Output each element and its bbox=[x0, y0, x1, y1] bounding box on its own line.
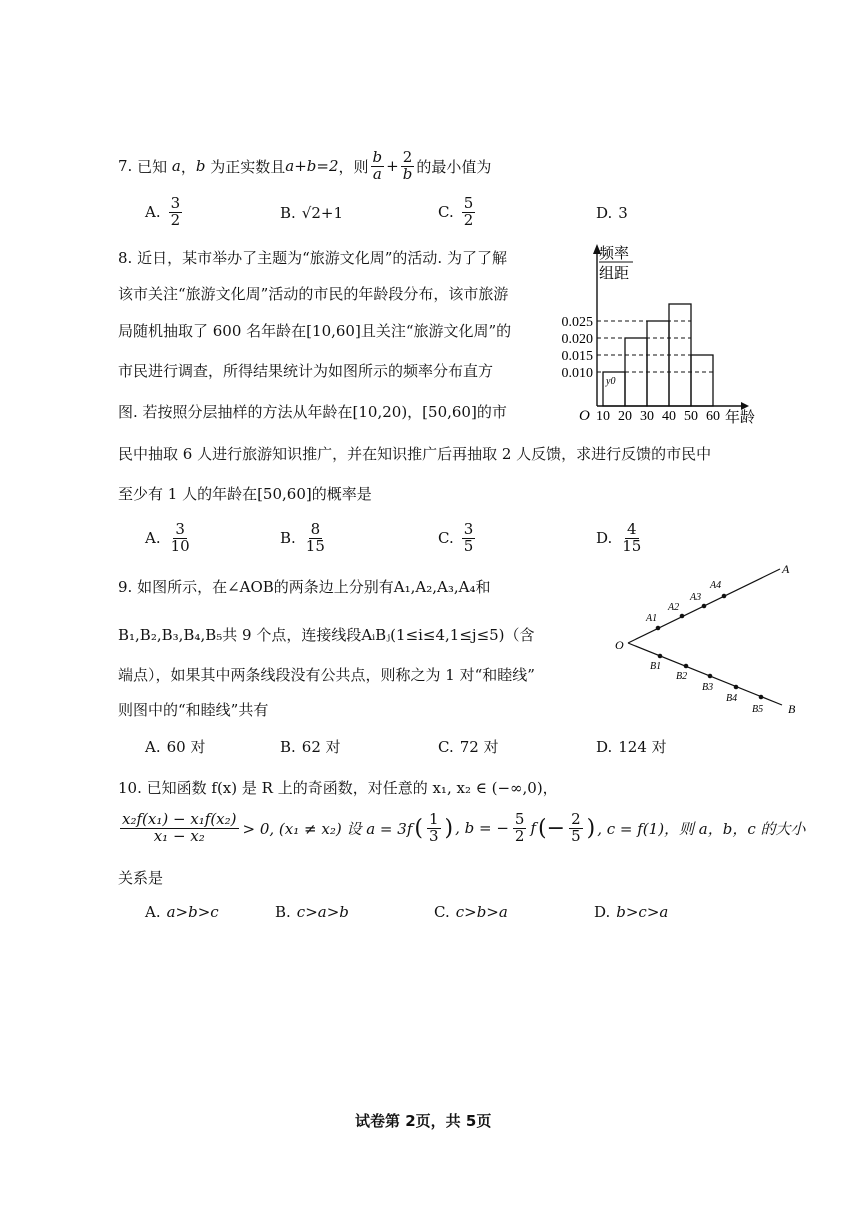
point-b4 bbox=[734, 685, 739, 690]
point-a3 bbox=[702, 604, 707, 609]
q7-plus: + bbox=[386, 157, 399, 176]
label-b5: B5 bbox=[752, 704, 764, 715]
q8-line-5: 图. 若按照分层抽样的方法从年龄在[10,20)，[50,60]的市 bbox=[118, 403, 507, 421]
q7-option-a[interactable]: A. $\frac{3}{2}$ bbox=[145, 194, 181, 229]
x-tick-label: 10 bbox=[596, 409, 610, 424]
y-tick-label: 0.020 bbox=[561, 332, 593, 347]
point-b5 bbox=[759, 695, 764, 700]
frequency-histogram bbox=[540, 238, 770, 428]
y-label-bottom: 组距 bbox=[599, 266, 630, 282]
b-points bbox=[650, 654, 763, 715]
q8-line-3: 局随机抽取了 600 名年龄在[10,60]且关注“旅游文化周”的 bbox=[118, 322, 512, 340]
y-tick-label: 0.025 bbox=[561, 315, 593, 330]
q8-line-2: 该市关注“旅游文化周”活动的市民的年龄段分布，该市旅游 bbox=[118, 285, 509, 303]
q9-option-a[interactable]: A. 60 对 bbox=[145, 737, 206, 756]
y-tick-label: 0.015 bbox=[561, 349, 593, 364]
q8-option-a[interactable]: A. $\frac{3}{10}$ bbox=[145, 520, 190, 555]
a-points bbox=[645, 580, 726, 630]
label-b2: B2 bbox=[676, 671, 688, 682]
label-a: A bbox=[782, 562, 790, 576]
q8-option-c[interactable]: C. $\frac{3}{5}$ bbox=[438, 520, 474, 555]
x-tick-label: 40 bbox=[662, 409, 676, 424]
point-b3 bbox=[708, 674, 713, 679]
x-tick-label: 60 bbox=[706, 409, 720, 424]
q7-text-a: 已知 bbox=[137, 157, 168, 176]
q7-text-c: ，则 bbox=[338, 157, 369, 176]
q7-text-d: 的最小值为 bbox=[416, 157, 492, 176]
angle-diagram bbox=[610, 555, 810, 720]
q10-line-2: $\frac{\text{x₂f(x₁) − x₁f(x₂)}}{\text{x₁ − x₂}}$ > 0, (x₁ ≠ x₂) 设 a = 3f ( $\frac{1}{3}$ ) , b = − $\frac{5}{2}$ f (− $\frac{2}{5}$ ) , c = f(1)，则 a，b，c 的大小 bbox=[122, 810, 806, 845]
q9-line-1: 9. 如图所示，在∠AOB的两条边上分别有A₁,A₂,A₃,A₄和 bbox=[118, 578, 491, 596]
x-tick-label: 50 bbox=[684, 409, 698, 424]
x-label: 年龄 bbox=[725, 410, 756, 426]
q9-option-b[interactable]: B. 62 对 bbox=[280, 737, 341, 756]
q8-option-b[interactable]: B. $\frac{8}{15}$ bbox=[280, 520, 325, 555]
q10-option-a[interactable]: A. a>b>c bbox=[145, 903, 219, 921]
q8-line-4: 市民进行调查，所得结果统计为如图所示的频率分布直方 bbox=[118, 362, 494, 380]
label-b1: B1 bbox=[650, 661, 662, 672]
q7-frac2: $\frac{2}{b}$ bbox=[402, 148, 413, 183]
y-label-top: 频率 bbox=[599, 246, 630, 262]
q7-option-c[interactable]: C. $\frac{5}{2}$ bbox=[438, 194, 474, 229]
q7-var-b: b bbox=[195, 157, 206, 176]
q10-b-coef: $\frac{5}{2}$ bbox=[514, 810, 525, 845]
x-axis-arrow bbox=[741, 402, 749, 410]
origin-label: O bbox=[579, 408, 590, 424]
histogram-bar bbox=[647, 321, 669, 406]
q10-option-d[interactable]: D. b>c>a bbox=[594, 903, 669, 921]
q10-a-arg: $\frac{1}{3}$ bbox=[428, 810, 439, 845]
q7-condition: a+b=2 bbox=[285, 157, 339, 176]
q7-text-b: 为正实数且 bbox=[210, 157, 286, 176]
point-a4 bbox=[722, 594, 727, 599]
unknown-value-label: y0 bbox=[606, 376, 616, 387]
q10-ineq-fraction: $\frac{\text{x₂f(x₁) − x₁f(x₂)}}{\text{x₁ − x₂}}$ bbox=[122, 810, 237, 845]
q7-frac1: $\frac{b}{a}$ bbox=[372, 148, 383, 183]
q8-line-7: 至少有 1 人的年龄在[50,60]的概率是 bbox=[118, 485, 372, 503]
q8-option-d[interactable]: D. $\frac{4}{15}$ bbox=[596, 520, 642, 555]
q7-sep: ， bbox=[180, 157, 196, 176]
y-tick-label: 0.010 bbox=[561, 366, 593, 381]
ray-ob bbox=[628, 643, 782, 705]
label-b3: B3 bbox=[702, 682, 714, 693]
label-o: O bbox=[615, 638, 624, 652]
x-tick-label: 30 bbox=[640, 409, 654, 424]
q7-stem bbox=[118, 150, 491, 183]
label-b: B bbox=[788, 702, 796, 716]
q9-option-d[interactable]: D. 124 对 bbox=[596, 737, 667, 756]
label-a3: A3 bbox=[690, 592, 702, 603]
histogram-bar bbox=[669, 304, 691, 406]
point-b2 bbox=[684, 664, 689, 669]
label-a4: A4 bbox=[710, 580, 722, 591]
q7-var-a: a bbox=[171, 157, 181, 176]
q9-option-c[interactable]: C. 72 对 bbox=[438, 737, 499, 756]
q8-line-6: 民中抽取 6 人进行旅游知识推广，并在知识推广后再抽取 2 人反馈，求进行反馈的市民中 bbox=[118, 445, 712, 463]
q7-option-d[interactable]: D. 3 bbox=[596, 204, 628, 222]
label-b4: B4 bbox=[726, 693, 738, 704]
point-b1 bbox=[658, 654, 663, 659]
label-a1: A1 bbox=[646, 613, 658, 624]
q9-line-3: 端点），如果其中两条线段没有公共点，则称之为 1 对“和睦线” bbox=[118, 666, 535, 684]
q10-option-b[interactable]: B. c>a>b bbox=[275, 903, 349, 921]
point-a1 bbox=[656, 626, 661, 631]
label-a2: A2 bbox=[668, 602, 680, 613]
point-a2 bbox=[680, 614, 685, 619]
q7-option-b[interactable]: B. √2+1 bbox=[280, 204, 344, 222]
q8-line-1: 8. 近日，某市举办了主题为“旅游文化周”的活动. 为了了解 bbox=[118, 249, 507, 267]
q9-line-4: 则图中的“和睦线”共有 bbox=[118, 701, 269, 719]
q10-line-1: 10. 已知函数 f(x) 是 R 上的奇函数，对任意的 x₁, x₂ ∈ (−∞,0)， bbox=[118, 779, 558, 797]
q10-b-arg: $\frac{2}{5}$ bbox=[571, 810, 581, 845]
q7-number: 7. bbox=[118, 157, 133, 176]
q9-line-2: B₁,B₂,B₃,B₄,B₅共 9 个点，连接线段AᵢBⱼ(1≤i≤4,1≤j≤5)（含 bbox=[118, 626, 535, 644]
page-footer: 试卷第 2页，共 5页 bbox=[355, 1112, 492, 1130]
x-tick-label: 20 bbox=[618, 409, 632, 424]
q10-line-3: 关系是 bbox=[118, 869, 164, 887]
q10-option-c[interactable]: C. c>b>a bbox=[434, 903, 508, 921]
histogram-bar bbox=[691, 355, 713, 406]
